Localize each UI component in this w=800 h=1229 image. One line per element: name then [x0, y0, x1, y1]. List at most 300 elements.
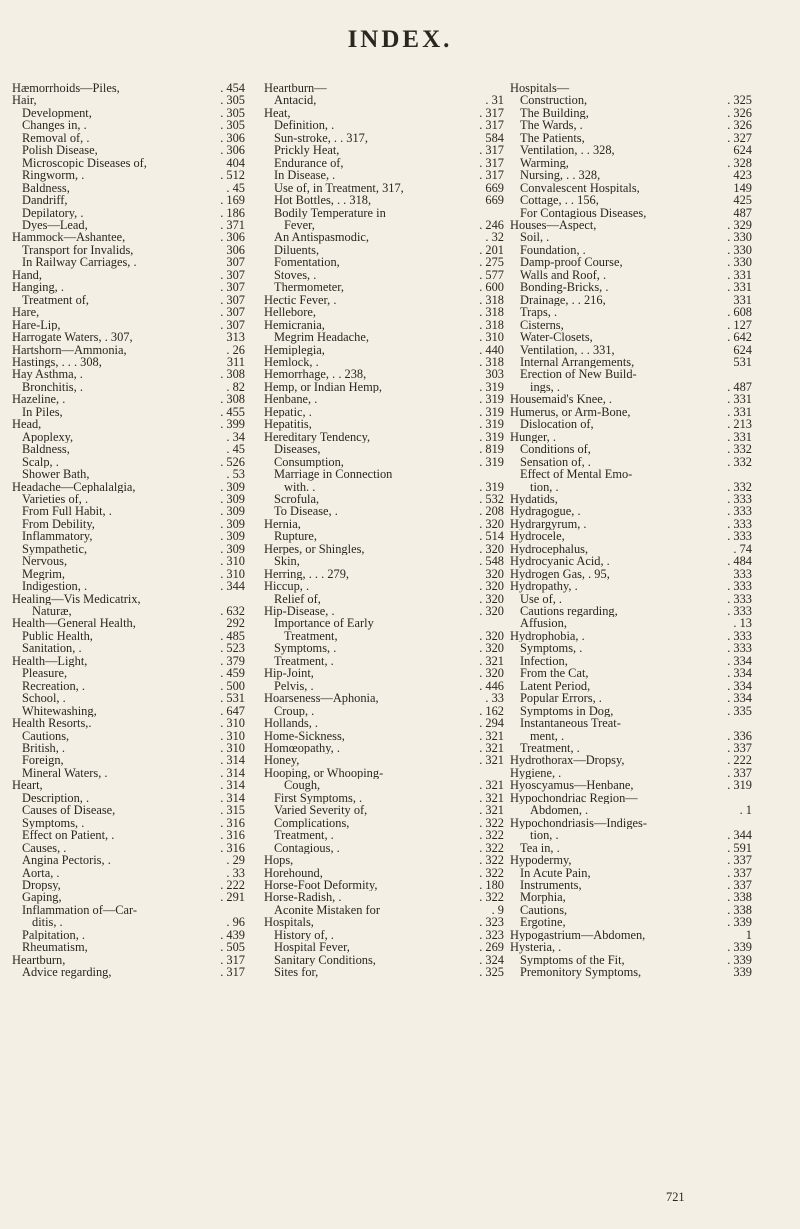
- entry-page: . 338: [727, 902, 752, 917]
- index-entry: [264, 356, 504, 368]
- entry-page: . 34: [226, 429, 245, 444]
- index-entry: [12, 916, 245, 928]
- entry-page: . 180: [479, 878, 504, 892]
- index-entry: [264, 630, 504, 642]
- entry-term: Sites for,: [274, 966, 319, 979]
- entry-page: . 317: [479, 143, 504, 158]
- index-entry: [510, 642, 752, 654]
- entry-page: . 319: [479, 429, 504, 444]
- index-entry: [510, 505, 752, 517]
- entry-page: 313: [226, 330, 245, 345]
- entry-term: Walls and Roof, .: [520, 268, 607, 282]
- entry-page: 303: [485, 367, 504, 382]
- index-entry: [264, 767, 504, 779]
- entry-page: . 319: [479, 479, 504, 494]
- entry-term: Development,: [22, 106, 92, 120]
- entry-page: . 308: [220, 392, 245, 407]
- entry-page: . 305: [220, 93, 245, 108]
- index-entry: [510, 368, 752, 380]
- index-entry: [510, 481, 752, 493]
- entry-term: Horse-Foot Deformity,: [264, 879, 378, 892]
- index-entry: [510, 617, 752, 629]
- entry-page: . 322: [479, 815, 504, 830]
- index-entry: [510, 742, 752, 754]
- entry-page: . 29: [226, 853, 245, 868]
- entry-term: Nervous,: [22, 555, 68, 568]
- entry-page: . 819: [479, 442, 504, 457]
- entry-page: . 333: [727, 641, 752, 656]
- entry-page: . 333: [727, 504, 752, 519]
- index-entry: [264, 256, 504, 268]
- entry-page: . 305: [220, 105, 245, 120]
- entry-page: . 309: [220, 479, 245, 494]
- entry-term: The Wards, .: [520, 119, 583, 132]
- entry-page: . 320: [479, 628, 504, 643]
- index-entry: [264, 107, 504, 119]
- entry-term: Cottage, . . 156,: [520, 194, 599, 207]
- index-entry: [510, 207, 752, 219]
- entry-page: . 344: [220, 579, 245, 594]
- entry-term: Health—General Health,: [12, 617, 136, 630]
- entry-term: Symptoms, .: [274, 642, 337, 655]
- entry-page: . 333: [727, 579, 752, 594]
- entry-page: 425: [733, 193, 752, 208]
- entry-term: Sun-stroke, . . 317,: [274, 131, 368, 145]
- entry-page: . 222: [220, 878, 245, 892]
- entry-page: . 331: [727, 267, 752, 282]
- entry-page: . 322: [479, 865, 504, 880]
- entry-page: . 320: [479, 641, 504, 656]
- entry-page: 149: [733, 180, 752, 195]
- index-entry: [264, 742, 504, 754]
- index-entry: [12, 356, 245, 368]
- entry-term: Scalp, .: [22, 455, 59, 469]
- entry-page: . 309: [220, 541, 245, 556]
- entry-term: Headache—Cephalalgia,: [12, 480, 136, 493]
- entry-term: Heat,: [264, 106, 291, 120]
- index-entry: [264, 505, 504, 517]
- entry-term: In Disease, .: [274, 169, 336, 182]
- index-entry: [12, 867, 245, 879]
- entry-term: Hemicrania,: [264, 318, 325, 332]
- entry-page: . 321: [479, 778, 504, 793]
- entry-page: . 324: [479, 952, 504, 967]
- index-entry: [510, 867, 752, 879]
- index-entry: [264, 393, 504, 405]
- entry-term: Bodily Temperature in: [274, 206, 386, 219]
- entry-term: Hernia,: [264, 517, 301, 531]
- index-entry: [264, 580, 504, 592]
- index-entry: [510, 518, 752, 530]
- entry-term: Foreign,: [22, 754, 64, 767]
- entry-term: Hoarseness—Aphonia,: [264, 692, 379, 705]
- entry-term: Cautions,: [22, 729, 70, 743]
- index-entry: [510, 269, 752, 281]
- index-entry: [12, 543, 245, 555]
- entry-term: Hammock—Ashantee,: [12, 231, 126, 244]
- entry-page: . 339: [727, 952, 752, 967]
- index-entry: [510, 954, 752, 966]
- index-entry: [510, 568, 752, 580]
- entry-page: . 484: [727, 554, 752, 569]
- index-entry: [510, 306, 752, 318]
- entry-page: . 333: [727, 604, 752, 619]
- entry-term: Inflammatory,: [22, 530, 93, 543]
- entry-page: . 322: [479, 853, 504, 868]
- index-entry: [12, 705, 245, 717]
- index-entry: [12, 580, 245, 592]
- entry-term: Bonding-Bricks, .: [520, 281, 609, 294]
- index-entry: [510, 194, 752, 206]
- page-title: INDEX.: [347, 26, 453, 53]
- entry-term: Whitewashing,: [22, 704, 97, 718]
- entry-term: An Antispasmodic,: [274, 231, 369, 244]
- entry-page: . 13: [733, 616, 752, 631]
- index-entry: [264, 381, 504, 393]
- index-entry: [12, 655, 245, 667]
- entry-page: 584: [485, 130, 504, 145]
- index-entry: [510, 244, 752, 256]
- entry-term: Croup, .: [274, 704, 315, 718]
- entry-page: . 307: [220, 317, 245, 332]
- entry-page: . 31: [485, 93, 504, 108]
- entry-page: . 330: [727, 230, 752, 245]
- index-entry: [510, 418, 752, 430]
- index-entry: [264, 891, 504, 903]
- entry-term: In Piles,: [22, 405, 63, 419]
- index-entry: [264, 344, 504, 356]
- index-entry: [12, 630, 245, 642]
- entry-page: 306: [226, 242, 245, 257]
- entry-term: Advice regarding,: [22, 966, 112, 979]
- entry-term: Health Resorts,.: [12, 717, 92, 730]
- entry-page: . 319: [479, 379, 504, 394]
- entry-term: Heartburn—: [264, 82, 327, 95]
- index-entry: [12, 842, 245, 854]
- index-entry: [264, 157, 504, 169]
- entry-page: . 328: [727, 155, 752, 170]
- entry-term: Hypochondriac Region—: [510, 791, 638, 805]
- entry-term: Fever,: [284, 218, 315, 232]
- index-entry: [12, 891, 245, 903]
- index-entry: [12, 331, 245, 343]
- index-entry: [12, 518, 245, 530]
- entry-page: . 329: [727, 217, 752, 232]
- entry-term: Drainage, . . 216,: [520, 293, 606, 307]
- entry-term: Inflammation of—Car-: [22, 903, 138, 917]
- index-entry: [12, 344, 245, 356]
- entry-term: Soil, .: [520, 231, 550, 244]
- index-entry: [12, 730, 245, 742]
- index-entry: [12, 207, 245, 219]
- entry-term: Endurance of,: [274, 156, 344, 170]
- entry-page: 487: [733, 205, 752, 220]
- index-entry: [12, 418, 245, 430]
- index-entry: [264, 518, 504, 530]
- entry-page: . 321: [479, 790, 504, 805]
- entry-page: . 310: [220, 554, 245, 569]
- index-entry: [510, 879, 752, 891]
- index-entry: [12, 941, 245, 953]
- index-entry: [510, 157, 752, 169]
- entry-term: Changes in, .: [22, 119, 87, 132]
- entry-term: Convalescent Hospitals,: [520, 181, 640, 195]
- entry-term: Effect on Patient, .: [22, 829, 115, 842]
- entry-term: Cautions regarding,: [520, 605, 618, 618]
- entry-page: . 162: [479, 703, 504, 718]
- entry-term: ment, .: [530, 729, 565, 743]
- entry-page: . 487: [727, 379, 752, 394]
- index-entry: [264, 941, 504, 953]
- entry-term: From Debility,: [22, 517, 95, 531]
- entry-term: Hypochondriasis—Indiges-: [510, 816, 647, 830]
- entry-page: . 320: [479, 591, 504, 606]
- entry-page: . 319: [727, 778, 752, 793]
- index-entry: [264, 829, 504, 841]
- entry-page: . 213: [727, 417, 752, 432]
- index-entry: [264, 904, 504, 916]
- index-entry: [510, 144, 752, 156]
- entry-term: Housemaid's Knee, .: [510, 393, 613, 406]
- index-entry: [510, 543, 752, 555]
- index-entry: [264, 493, 504, 505]
- index-entry: [12, 829, 245, 841]
- entry-term: Sympathetic,: [22, 542, 88, 556]
- index-entry: [12, 954, 245, 966]
- entry-term: Hepatic, .: [264, 405, 312, 419]
- index-entry: [12, 717, 245, 729]
- entry-page: . 319: [479, 454, 504, 469]
- index-entry: [264, 144, 504, 156]
- index-entry: [510, 804, 752, 816]
- entry-page: . 532: [479, 491, 504, 506]
- entry-page: . 269: [479, 940, 504, 955]
- entry-page: . 322: [479, 828, 504, 843]
- entry-page: . 326: [727, 118, 752, 133]
- entry-term: Hypogastrium—Abdomen,: [510, 928, 646, 942]
- entry-page: . 310: [220, 728, 245, 743]
- index-entry: [264, 468, 504, 480]
- entry-page: 292: [226, 616, 245, 631]
- entry-page: 423: [733, 168, 752, 183]
- entry-page: . 315: [220, 803, 245, 818]
- entry-page: 624: [733, 143, 752, 158]
- entry-page: . 314: [220, 790, 245, 805]
- entry-term: ditis, .: [32, 916, 63, 929]
- index-entry: [264, 82, 504, 94]
- entry-term: First Symptoms, .: [274, 791, 363, 805]
- entry-page: . 338: [727, 890, 752, 905]
- index-entry: [264, 94, 504, 106]
- index-entry: [264, 692, 504, 704]
- entry-term: From the Cat,: [520, 667, 589, 680]
- entry-page: . 323: [479, 927, 504, 942]
- index-entry: [12, 568, 245, 580]
- entry-term: Hip-Joint,: [264, 667, 314, 680]
- entry-term: Effect of Mental Emo-: [520, 468, 633, 481]
- index-entry: [12, 393, 245, 405]
- entry-term: Use of, .: [520, 592, 562, 606]
- entry-page: . 318: [479, 305, 504, 320]
- entry-term: Affusion,: [520, 617, 567, 630]
- entry-term: History of, .: [274, 928, 334, 942]
- index-entry: [510, 256, 752, 268]
- entry-term: Herpes, or Shingles,: [264, 542, 365, 556]
- index-entry: [510, 555, 752, 567]
- index-entry: [510, 443, 752, 455]
- index-entry: [264, 568, 504, 580]
- entry-page: . 309: [220, 491, 245, 506]
- entry-page: . 455: [220, 404, 245, 419]
- entry-term: Home-Sickness,: [264, 729, 345, 743]
- entry-page: . 33: [485, 691, 504, 706]
- entry-page: . 440: [479, 342, 504, 357]
- entry-page: . 222: [727, 753, 752, 768]
- entry-page: . 317: [479, 155, 504, 170]
- entry-term: Microscopic Diseases of,: [22, 156, 147, 170]
- index-entry: [510, 792, 752, 804]
- entry-page: . 321: [479, 653, 504, 668]
- index-entry: [264, 169, 504, 181]
- entry-page: . 334: [727, 666, 752, 681]
- index-entry: [510, 667, 752, 679]
- entry-page: . 334: [727, 653, 752, 668]
- entry-term: Symptoms of the Fit,: [520, 953, 625, 967]
- index-entry: [12, 182, 245, 194]
- entry-page: . 74: [733, 541, 752, 556]
- entry-term: Hunger, .: [510, 430, 556, 444]
- index-entry: [12, 219, 245, 231]
- entry-page: . 331: [727, 429, 752, 444]
- index-entry: [264, 231, 504, 243]
- index-entry: [510, 331, 752, 343]
- entry-page: 624: [733, 342, 752, 357]
- index-entry: [510, 281, 752, 293]
- entry-term: Hazeline, .: [12, 393, 66, 406]
- entry-term: The Patients,: [520, 131, 585, 145]
- entry-page: 404: [226, 155, 245, 170]
- index-column-2: [264, 82, 504, 979]
- index-entry: [264, 667, 504, 679]
- entry-term: Hops,: [264, 854, 294, 867]
- entry-page: . 344: [727, 828, 752, 843]
- entry-term: Hospital Fever,: [274, 941, 350, 954]
- index-entry: [12, 269, 245, 281]
- entry-page: . 294: [479, 716, 504, 731]
- entry-page: . 186: [220, 205, 245, 220]
- entry-page: . 307: [220, 280, 245, 295]
- entry-page: . 309: [220, 504, 245, 519]
- entry-term: Hot Bottles, . . 318,: [274, 194, 372, 207]
- index-entry: [264, 804, 504, 816]
- entry-page: . 310: [220, 566, 245, 581]
- entry-term: Treatment, .: [274, 654, 334, 668]
- entry-term: Contagious, .: [274, 841, 340, 855]
- index-entry: [12, 767, 245, 779]
- entry-page: . 454: [220, 81, 245, 95]
- entry-term: Symptoms, .: [22, 816, 85, 830]
- index-entry: [12, 555, 245, 567]
- entry-page: . 399: [220, 417, 245, 432]
- index-entry: [510, 393, 752, 405]
- index-entry: [264, 954, 504, 966]
- entry-page: . 305: [220, 118, 245, 133]
- entry-page: . 337: [727, 878, 752, 892]
- entry-page: . 317: [479, 105, 504, 120]
- entry-term: Bronchitis, .: [22, 380, 83, 394]
- entry-page: . 333: [727, 591, 752, 606]
- index-entry: [510, 580, 752, 592]
- index-entry: [12, 680, 245, 692]
- entry-page: . 321: [479, 741, 504, 756]
- index-entry: [264, 916, 504, 928]
- entry-term: Hydrophobia, .: [510, 629, 585, 643]
- entry-term: Conditions of,: [520, 443, 591, 456]
- entry-term: Internal Arrangements,: [520, 355, 635, 369]
- entry-page: . 208: [479, 504, 504, 519]
- entry-term: Dyes—Lead,: [22, 218, 88, 232]
- entry-term: Ventilation, . . 328,: [520, 144, 615, 157]
- index-entry: [264, 132, 504, 144]
- entry-page: 669: [485, 180, 504, 195]
- entry-page: . 512: [220, 168, 245, 183]
- index-entry: [12, 754, 245, 766]
- entry-page: . 321: [479, 753, 504, 768]
- entry-term: Skin,: [274, 555, 300, 568]
- entry-term: Tea in, .: [520, 841, 560, 855]
- entry-term: Cautions,: [520, 903, 568, 917]
- entry-page: . 316: [220, 815, 245, 830]
- entry-term: Palpitation, .: [22, 928, 85, 942]
- entry-page: 339: [733, 965, 752, 980]
- index-entry: [264, 306, 504, 318]
- index-entry: [12, 319, 245, 331]
- entry-page: . 307: [220, 305, 245, 320]
- entry-term: Humerus, or Arm-Bone,: [510, 405, 631, 419]
- entry-term: Morphia,: [520, 891, 566, 904]
- entry-page: . 459: [220, 666, 245, 681]
- index-entry: [510, 904, 752, 916]
- page-number: 721: [666, 1190, 685, 1204]
- index-entry: [510, 941, 752, 953]
- entry-page: . 339: [727, 940, 752, 955]
- entry-page: . 307: [220, 292, 245, 307]
- entry-term: Treatment, .: [274, 829, 334, 842]
- entry-term: To Disease, .: [274, 505, 338, 518]
- index-entry: [12, 144, 245, 156]
- index-entry: [12, 804, 245, 816]
- entry-page: . 33: [226, 865, 245, 880]
- entry-page: . 320: [479, 604, 504, 619]
- entry-page: 320: [485, 566, 504, 581]
- entry-page: . 1: [739, 803, 752, 818]
- entry-page: . 332: [727, 442, 752, 457]
- entry-term: Apoplexy,: [22, 430, 74, 444]
- entry-term: Sensation of, .: [520, 455, 591, 469]
- entry-term: Consumption,: [274, 455, 344, 469]
- entry-term: Thermometer,: [274, 281, 345, 294]
- entry-page: 311: [226, 354, 245, 369]
- entry-term: Hyoscyamus—Henbane,: [510, 779, 634, 792]
- entry-term: Diluents,: [274, 243, 320, 257]
- entry-term: Nursing, . . 328,: [520, 169, 601, 182]
- entry-term: Marriage in Connection: [274, 468, 393, 481]
- index-entry: [510, 344, 752, 356]
- index-entry: [510, 705, 752, 717]
- entry-page: . 318: [479, 292, 504, 307]
- entry-term: Instruments,: [520, 879, 582, 892]
- entry-term: Treatment, .: [520, 742, 580, 755]
